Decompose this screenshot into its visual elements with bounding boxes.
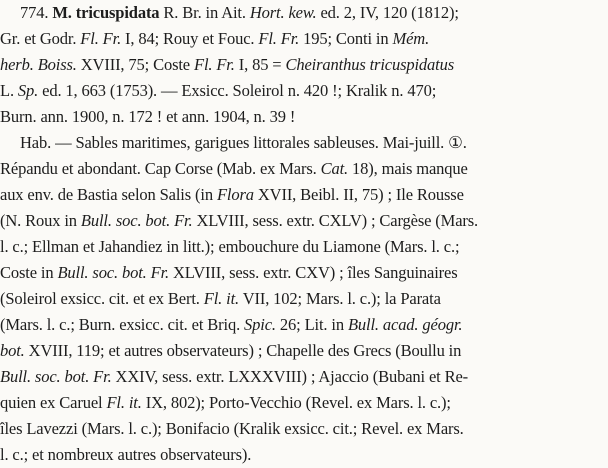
entry-line-3: herb. Boiss. XVIII, 75; Coste Fl. Fr. I, 85 = Cheiranthus tricuspidatus [0,55,455,74]
habitat-line-10: Bull. soc. bot. Fr. XXIV, sess. extr. LXXXVIII) ; Ajaccio (Bubani et Re- [0,367,469,386]
habitat-line-8: (Mars. l. c.; Burn. exsicc. cit. et Briq. Spic. 26; Lit. in Bull. acad. géogr. [0,315,463,334]
entry-number: 774. [20,3,49,22]
entry-line-1: 774. M. tricuspidata R. Br. in Ait. Hort. kew. ed. 2, IV, 120 (1812); [20,3,459,22]
taxon-name: M. tricuspidata [52,3,160,22]
habitat-line-6: Coste in Bull. soc. bot. Fr. XLVIII, sess. extr. CXV) ; îles Sanguinaires [0,263,458,282]
habitat-line-3: aux env. de Bastia selon Salis (in Flora XVII, Beibl. II, 75) ; Ile Rousse [0,185,464,204]
habitat-line-2: Répandu et abondant. Cap Corse (Mab. ex Mars. Cat. 18), mais manque [0,159,468,178]
entry-line-4: L. Sp. ed. 1, 663 (1753). — Exsicc. Soleirol n. 420 !; Kralik n. 470; [0,81,437,100]
habitat-line-7: (Soleirol exsicc. cit. et ex Bert. Fl. it. VII, 102; Mars. l. c.); la Parata [0,289,441,308]
habitat-line-13: l. c.; et nombreux autres observateurs). [0,445,252,464]
entry-line-5: Burn. ann. 1900, n. 172 ! et ann. 1904, n. 39 ! [0,107,296,126]
entry-line-2: Gr. et Godr. Fl. Fr. I, 84; Rouy et Fouc. Fl. Fr. 195; Conti in Mém. [0,29,430,48]
habitat-line-9: bot. XVIII, 119; et autres observateurs) ; Chapelle des Grecs (Boullu in [0,341,462,360]
habitat-line-4: (N. Roux in Bull. soc. bot. Fr. XLVIII, sess. extr. CXLV) ; Cargèse (Mars. [0,211,479,230]
habitat-line-5: l. c.; Ellman et Jahandiez in litt.); embouchure du Liamone (Mars. l. c.; [0,237,460,256]
habitat-line-12: îles Lavezzi (Mars. l. c.); Bonifacio (Kralik exsicc. cit.; Revel. ex Mars. [0,419,464,438]
habitat-line-11: quien ex Caruel Fl. it. IX, 802); Porto-Vecchio (Revel. ex Mars. l. c.); [0,393,451,412]
habitat-line-1: Hab. — Sables maritimes, garigues littorales sableuses. Mai-juill. ①. [20,133,467,152]
